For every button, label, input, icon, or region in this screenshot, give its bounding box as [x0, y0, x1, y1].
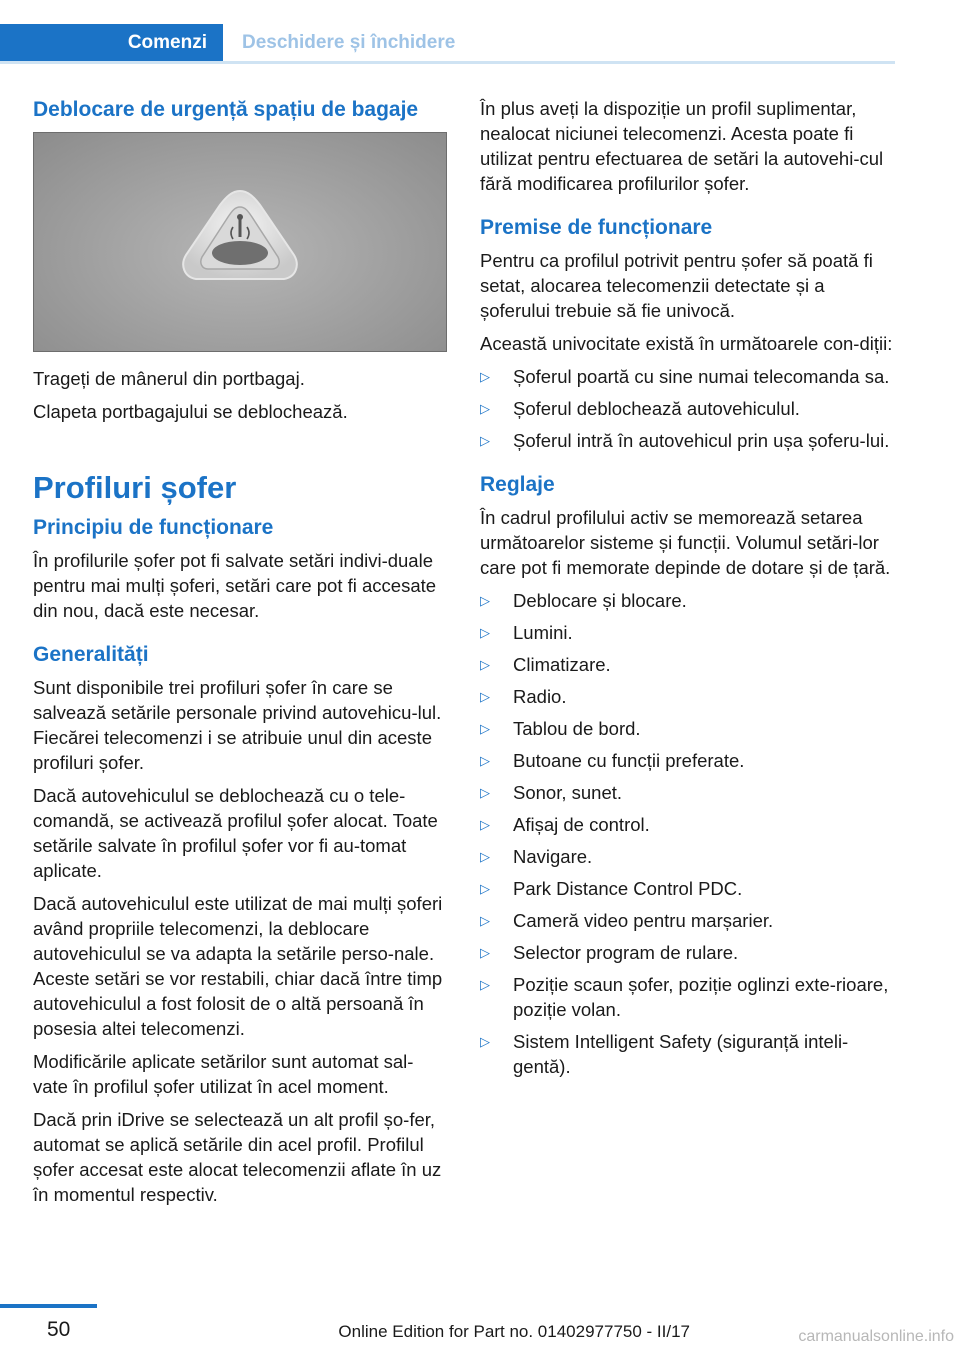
edition-label: Online Edition for Part no. 01402977750 - II/17 [338, 1322, 690, 1341]
header-bar [0, 24, 895, 64]
bullet-triangle-icon: ▷ [480, 849, 490, 864]
list-item: ▷ Poziție scaun șofer, poziție oglinzi exte-rioare, poziție volan. [480, 974, 889, 1020]
footer-accent-line [0, 1304, 97, 1308]
list-item: ▷ Selector program de rulare. [480, 942, 739, 963]
list-item: ▷ Cameră video pentru marșarier. [480, 910, 774, 931]
list-item: ▷ Radio. [480, 686, 567, 707]
paragraph-general-1: Sunt disponibile trei profiluri șofer în care se salvează setările personale privind autovehicu-lul. Fiecărei telecomenzi i se atribuie unul din aceste profiluri șofer. [33, 677, 442, 773]
list-item: ▷ Tablou de bord. [480, 718, 641, 739]
paragraph-lid-unlocks: Clapeta portbagajului se deblochează. [33, 401, 348, 422]
paragraph-conditions: Această univocitate există în următoarele con-diții: [480, 333, 893, 354]
tab-comenzi[interactable]: Comenzi [0, 24, 223, 61]
trunk-handle-illustration [33, 132, 447, 352]
heading-prerequisites: Premise de funcționare [480, 216, 713, 239]
bullet-triangle-icon: ▷ [480, 369, 490, 384]
list-item: ▷ Șoferul intră în autovehicul prin ușa șoferu-lui. [480, 430, 890, 451]
bullet-triangle-icon: ▷ [480, 1034, 490, 1049]
bullet-triangle-icon: ▷ [480, 593, 490, 608]
paragraph-principle: În profilurile șofer pot fi salvate setări indivi-duale pentru mai mulți șoferi, setări care pot fi accesate din nou, dacă este necesar. [33, 550, 437, 621]
bullet-triangle-icon: ▷ [480, 913, 490, 928]
list-item: ▷ Deblocare și blocare. [480, 590, 687, 611]
paragraph-general-3: Dacă autovehiculul este utilizat de mai mulți șoferi având propriile telecomenzi, la deblocare autovehiculul se va adapta la setările perso-nale. Aceste setări se vor restabili, chiar dacă între timp autovehiculul a fost folosit de o altă persoană în posesia altei telecomenzi. [33, 893, 443, 1039]
trunk-release-handle-icon [34, 133, 446, 351]
bullet-triangle-icon: ▷ [480, 977, 490, 992]
right-column [480, 96, 895, 1087]
watermark: carmanualsonline.info [798, 1328, 954, 1345]
list-item: ▷ Climatizare. [480, 654, 611, 675]
bullet-triangle-icon: ▷ [480, 657, 490, 672]
paragraph-pull-handle: Trageți de mânerul din portbagaj. [33, 368, 305, 389]
conditions-list [480, 364, 895, 453]
bullet-triangle-icon: ▷ [480, 401, 490, 416]
tab-deschidere[interactable]: Deschidere și închidere [242, 31, 456, 53]
bullet-triangle-icon: ▷ [480, 753, 490, 768]
bullet-triangle-icon: ▷ [480, 945, 490, 960]
bullet-triangle-icon: ▷ [480, 785, 490, 800]
bullet-triangle-icon: ▷ [480, 689, 490, 704]
paragraph-general-5: Dacă prin iDrive se selectează un alt profil șo-fer, automat se aplică setările din acel profil. Profilul șofer accesat este alocat telecomenzii aflate în uz în momentul respectiv. [33, 1109, 442, 1205]
list-item: ▷ Șoferul poartă cu sine numai telecomanda sa. [480, 366, 890, 387]
list-item: ▷ Lumini. [480, 622, 573, 643]
paragraph-extra-profile: În plus aveți la dispoziție un profil suplimentar, nealocat niciunei telecomenzi. Acesta poate fi utilizat pentru efectuarea de setări la autovehi-cul fără modificarea profilurilor șofer. [480, 98, 884, 194]
paragraph-general-2: Dacă autovehiculul se deblochează cu o tele-comandă, se activează profilul șofer alocat. Toate setările salvate în profilul șofer vor fi au-tomat aplicate. [33, 785, 438, 881]
heading-general: Generalități [33, 643, 149, 666]
list-item: ▷ Sistem Intelligent Safety (siguranță inteli-gentă). [480, 1031, 849, 1077]
bullet-triangle-icon: ▷ [480, 817, 490, 832]
bullet-triangle-icon: ▷ [480, 721, 490, 736]
left-column [33, 96, 447, 1215]
paragraph-settings: În cadrul profilului activ se memorează setarea următoarelor sisteme și funcții. Volumul setări-lor care pot fi memorate depinde de dotare și de țară. [480, 507, 891, 578]
settings-list [480, 588, 895, 1079]
list-item: ▷ Navigare. [480, 846, 593, 867]
bullet-triangle-icon: ▷ [480, 881, 490, 896]
page-number: 50 [47, 1318, 71, 1341]
list-item: ▷ Park Distance Control PDC. [480, 878, 743, 899]
list-item: ▷ Sonor, sunet. [480, 782, 623, 803]
list-item: ▷ Șoferul deblochează autovehiculul. [480, 398, 800, 419]
list-item: ▷ Butoane cu funcții preferate. [480, 750, 745, 771]
heading-emergency-unlock: Deblocare de urgență spațiu de bagaje [33, 98, 419, 121]
paragraph-general-4: Modificările aplicate setărilor sunt automat sal-vate în profilul șofer utilizat în acel moment. [33, 1051, 414, 1097]
list-item: ▷ Afișaj de control. [480, 814, 650, 835]
section-title-driver-profiles: Profiluri șofer [33, 470, 237, 505]
bullet-triangle-icon: ▷ [480, 625, 490, 640]
paragraph-prerequisites: Pentru ca profilul potrivit pentru șofer să poată fi setat, alocarea telecomenzii detectate și a șoferului trebuie să fie univocă. [480, 250, 873, 321]
heading-principle: Principiu de funcționare [33, 516, 274, 539]
heading-settings: Reglaje [480, 473, 555, 496]
bullet-triangle-icon: ▷ [480, 433, 490, 448]
